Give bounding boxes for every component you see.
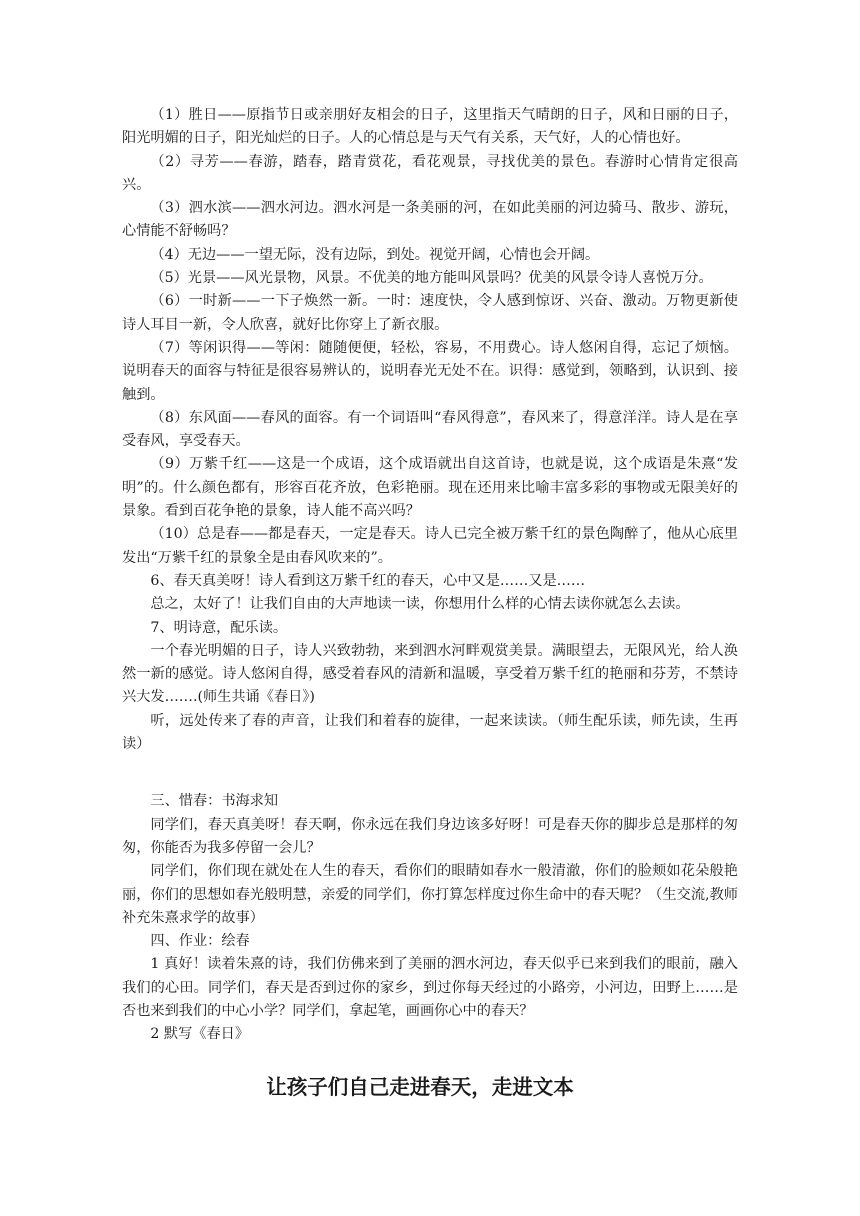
section-gap [122, 756, 738, 790]
paragraph: 一个春光明媚的日子，诗人兴致勃勃，来到泗水河畔观赏美景。满眼望去，无限风光，给人涣然一新的感觉。诗人悠闲自得，感受着春风的清新和温暖，享受着万紫千红的艳丽和芬芳，不禁诗兴大发…….(师生共诵《春日》) [122, 642, 738, 706]
paragraph: 四、作业：绘春 [150, 933, 250, 950]
paragraph: 7、明诗意，配乐读。 [150, 619, 288, 636]
paragraph: 同学们，春天真美呀！春天啊，你永远在我们身边该多好呀！可是春天你的脚步总是那样的匆匆，你能否为我多停留一会儿？ [122, 816, 738, 856]
section-heading: 让孩子们自己走进春天，走进文本 [266, 1074, 574, 1099]
paragraph: 三、惜春：书海求知 [150, 793, 279, 810]
lesson-section [122, 790, 738, 1046]
paragraph: （3）泗水滨——泗水河边。泗水河是一条美丽的河，在如此美丽的河边骑马、散步、游玩，心情能不舒畅吗？ [122, 200, 738, 240]
paragraph: 2 默写《春日》 [150, 1026, 250, 1043]
paragraph: 同学们，你们现在就处在人生的春天，看你们的眼睛如春水一般清澈，你们的脸颊如花朵般艳丽，你们的思想如春光般明慧，亲爱的同学们，你打算怎样度过你生命中的春天呢？（生交流,教师补充朱熹求学的故事） [122, 863, 738, 926]
paragraph: （9）万紫千红——这是一个成语，这个成语就出自这首诗，也就是说，这个成语是朱熹“发明”的。什么颜色都有，形容百花齐放，色彩艳丽。现在还用来比喻丰富多彩的事物或无限美好的景象。看到百花争艳的景象，诗人能不高兴吗？ [122, 456, 738, 520]
paragraph: 6、春天真美呀！诗人看到这万紫千红的春天，心中又是……又是…… [150, 572, 586, 589]
paragraph: 1 真好！读着朱熹的诗，我们仿佛来到了美丽的泗水河边，春天似乎已来到我们的眼前，融入我们的心田。同学们，春天是否到过你的家乡，到过你每天经过的小路旁，小河边，田野上……是否也来到我们的中心小学？同学们，拿起笔，画画你心中的春天？ [122, 956, 738, 1019]
paragraph: 总之，太好了！让我们自由的大声地读一读，你想用什么样的心情去读你就怎么去读。 [150, 596, 690, 613]
paragraph: （4）无边——一望无际，没有边际，到处。视觉开阔，心情也会开阔。 [150, 246, 600, 263]
paragraph: （6）一时新——一下子焕然一新。一时：速度快，令人感到惊讶、兴奋、激动。万物更新使诗人耳目一新，令人欣喜，就好比你穿上了新衣服。 [122, 293, 738, 333]
paragraph: 听，远处传来了春的声音，让我们和着春的旋律，一起来读读。（师生配乐读，师先读，生再读） [122, 712, 738, 753]
paragraph: （8）东风面——春风的面容。有一个词语叫“春风得意”，春风来了，得意洋洋。诗人是在享受春风，享受春天。 [122, 409, 738, 450]
paragraph: （10）总是春——都是春天，一定是春天。诗人已完全被万紫千红的景色陶醉了，他从心底里发出“万紫千红的景象全是由春风吹来的”。 [122, 526, 738, 566]
paragraph: （7）等闲识得——等闲：随随便便，轻松，容易，不用费心。诗人悠闲自得，忘记了烦恼。说明春天的面容与特征是很容易辨认的，说明春光无处不在。识得：感觉到，领略到，认识到、接触到。 [122, 339, 738, 403]
paragraph: （1）胜日——原指节日或亲朋好友相会的日子，这里指天气晴朗的日子，风和日丽的日子，阳光明媚的日子，阳光灿烂的日子。人的心情总是与天气有关系，天气好，人的心情也好。 [122, 107, 738, 147]
annotation-section [122, 104, 738, 756]
paragraph: （2）寻芳——春游，踏春，踏青赏花，看花观景，寻找优美的景色。春游时心情肯定很高兴。 [122, 153, 738, 193]
paragraph: （5）光景——风光景物，风景。不优美的地方能叫风景吗？优美的风景令诗人喜悦万分。 [150, 270, 713, 287]
